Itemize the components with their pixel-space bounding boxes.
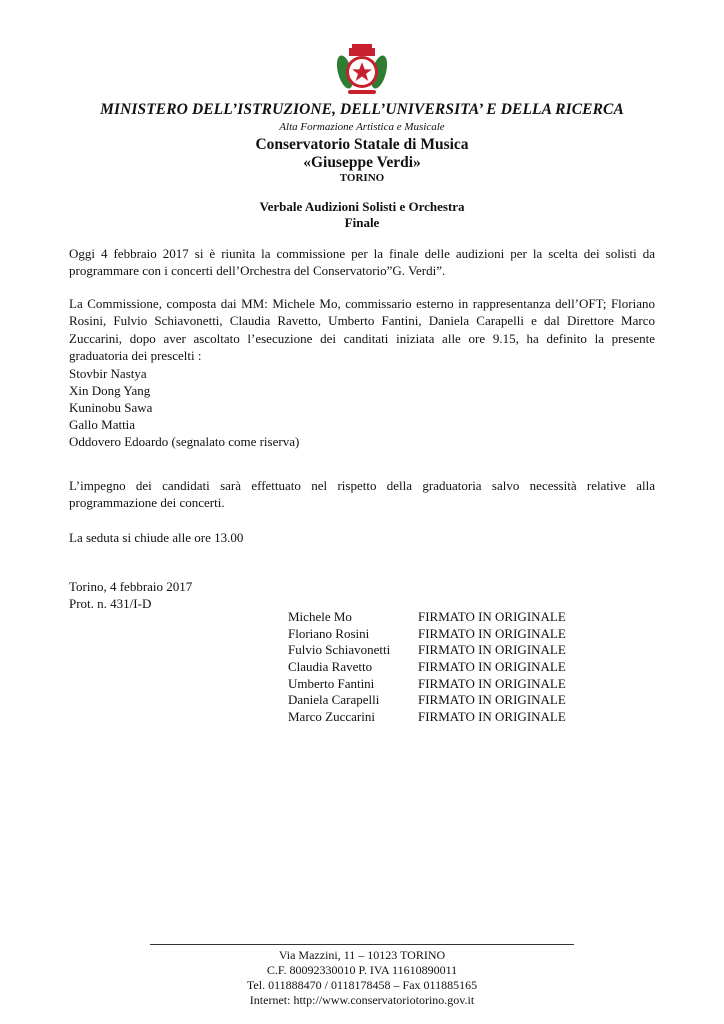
signatory-name: Fulvio Schiavonetti xyxy=(288,642,391,658)
italian-republic-emblem-icon xyxy=(332,40,392,100)
signatory-name: Daniela Carapelli xyxy=(288,692,380,708)
ranking-item: Oddovero Edoardo (segnalato come riserva) xyxy=(69,434,300,449)
signature-status: FIRMATO IN ORIGINALE xyxy=(418,692,566,708)
signature-status: FIRMATO IN ORIGINALE xyxy=(418,625,566,641)
footer-divider xyxy=(150,944,574,945)
institution-heading: Conservatorio Statale di Musica xyxy=(255,136,469,153)
footer-tax-codes: C.F. 80092330010 P. IVA 11610890011 xyxy=(266,963,458,977)
signature-row xyxy=(288,659,566,676)
signatory-name: Floriano Rosini xyxy=(288,625,370,641)
document-subtitle: Finale xyxy=(344,215,380,230)
signatory-name: Claudia Ravetto xyxy=(288,659,373,675)
signature-row xyxy=(288,626,566,643)
signature-status: FIRMATO IN ORIGINALE xyxy=(418,642,566,658)
signatory-name: Marco Zuccarini xyxy=(288,709,375,725)
signature-status: FIRMATO IN ORIGINALE xyxy=(418,659,566,675)
ranking-item: Xin Dong Yang xyxy=(69,383,151,398)
opening-paragraph: Oggi 4 febbraio 2017 si è riunita la commissione per la finale delle audizioni per la scelta dei solisti da programmare con i concerti dell’Orchestra del Conservatorio”G. Verdi”. xyxy=(69,246,655,279)
signature-status: FIRMATO IN ORIGINALE xyxy=(418,675,566,691)
signature-row xyxy=(288,642,566,659)
signature-row xyxy=(288,709,566,726)
signatory-name: Michele Mo xyxy=(288,609,352,624)
signature-row xyxy=(288,692,566,709)
closing-sentence: La seduta si chiude alle ore 13.00 xyxy=(69,530,244,545)
ministry-heading: MINISTERO DELL’ISTRUZIONE, DELL’UNIVERSITA’ E DELLA RICERCA xyxy=(100,101,624,118)
ranking-item: Gallo Mattia xyxy=(69,417,136,432)
commitment-paragraph: L’impegno dei candidati sarà effettuato nel rispetto della graduatoria salvo necessità relative alla programmazione dei concerti. xyxy=(69,478,655,511)
commission-paragraph: La Commissione, composta dai MM: Michele Mo, commissario esterno in rappresentanza dell’OFT; Floriano Rosini, Fulvio Schiavonetti, Claudia Ravetto, Umberto Fantini, Daniela Carapelli e dal Direttore Marco Zuccarini, dopo aver ascoltato l’esecuzione dei canditati iniziata alle ore 9.15, ha definito la presente graduatoria dei prescelti : xyxy=(69,296,655,363)
signature-status: FIRMATO IN ORIGINALE xyxy=(418,609,566,624)
protocol-number: Prot. n. 431/I-D xyxy=(69,596,152,611)
ranking-item: Stovbir Nastya xyxy=(69,366,147,381)
footer-phone: Tel. 011888470 / 0118178458 – Fax 011885165 xyxy=(246,978,478,992)
signatory-name: Umberto Fantini xyxy=(288,675,375,691)
institution-name: «Giuseppe Verdi» xyxy=(303,154,421,171)
footer-address: Via Mazzini, 11 – 10123 TORINO xyxy=(278,948,446,962)
division-subheading: Alta Formazione Artistica e Musicale xyxy=(279,121,445,133)
signature-row xyxy=(288,609,566,626)
ranking-item: Kuninobu Sawa xyxy=(69,400,153,415)
signatures-block xyxy=(288,609,566,726)
place-date: Torino, 4 febbraio 2017 xyxy=(69,579,193,594)
document-title: Verbale Audizioni Solisti e Orchestra xyxy=(259,199,465,214)
signature-status: FIRMATO IN ORIGINALE xyxy=(418,709,566,725)
footer-website-link[interactable]: Internet: http://www.conservatoriotorino.gov.it xyxy=(249,993,475,1007)
city-label: TORINO xyxy=(339,172,385,184)
signature-row xyxy=(288,676,566,693)
